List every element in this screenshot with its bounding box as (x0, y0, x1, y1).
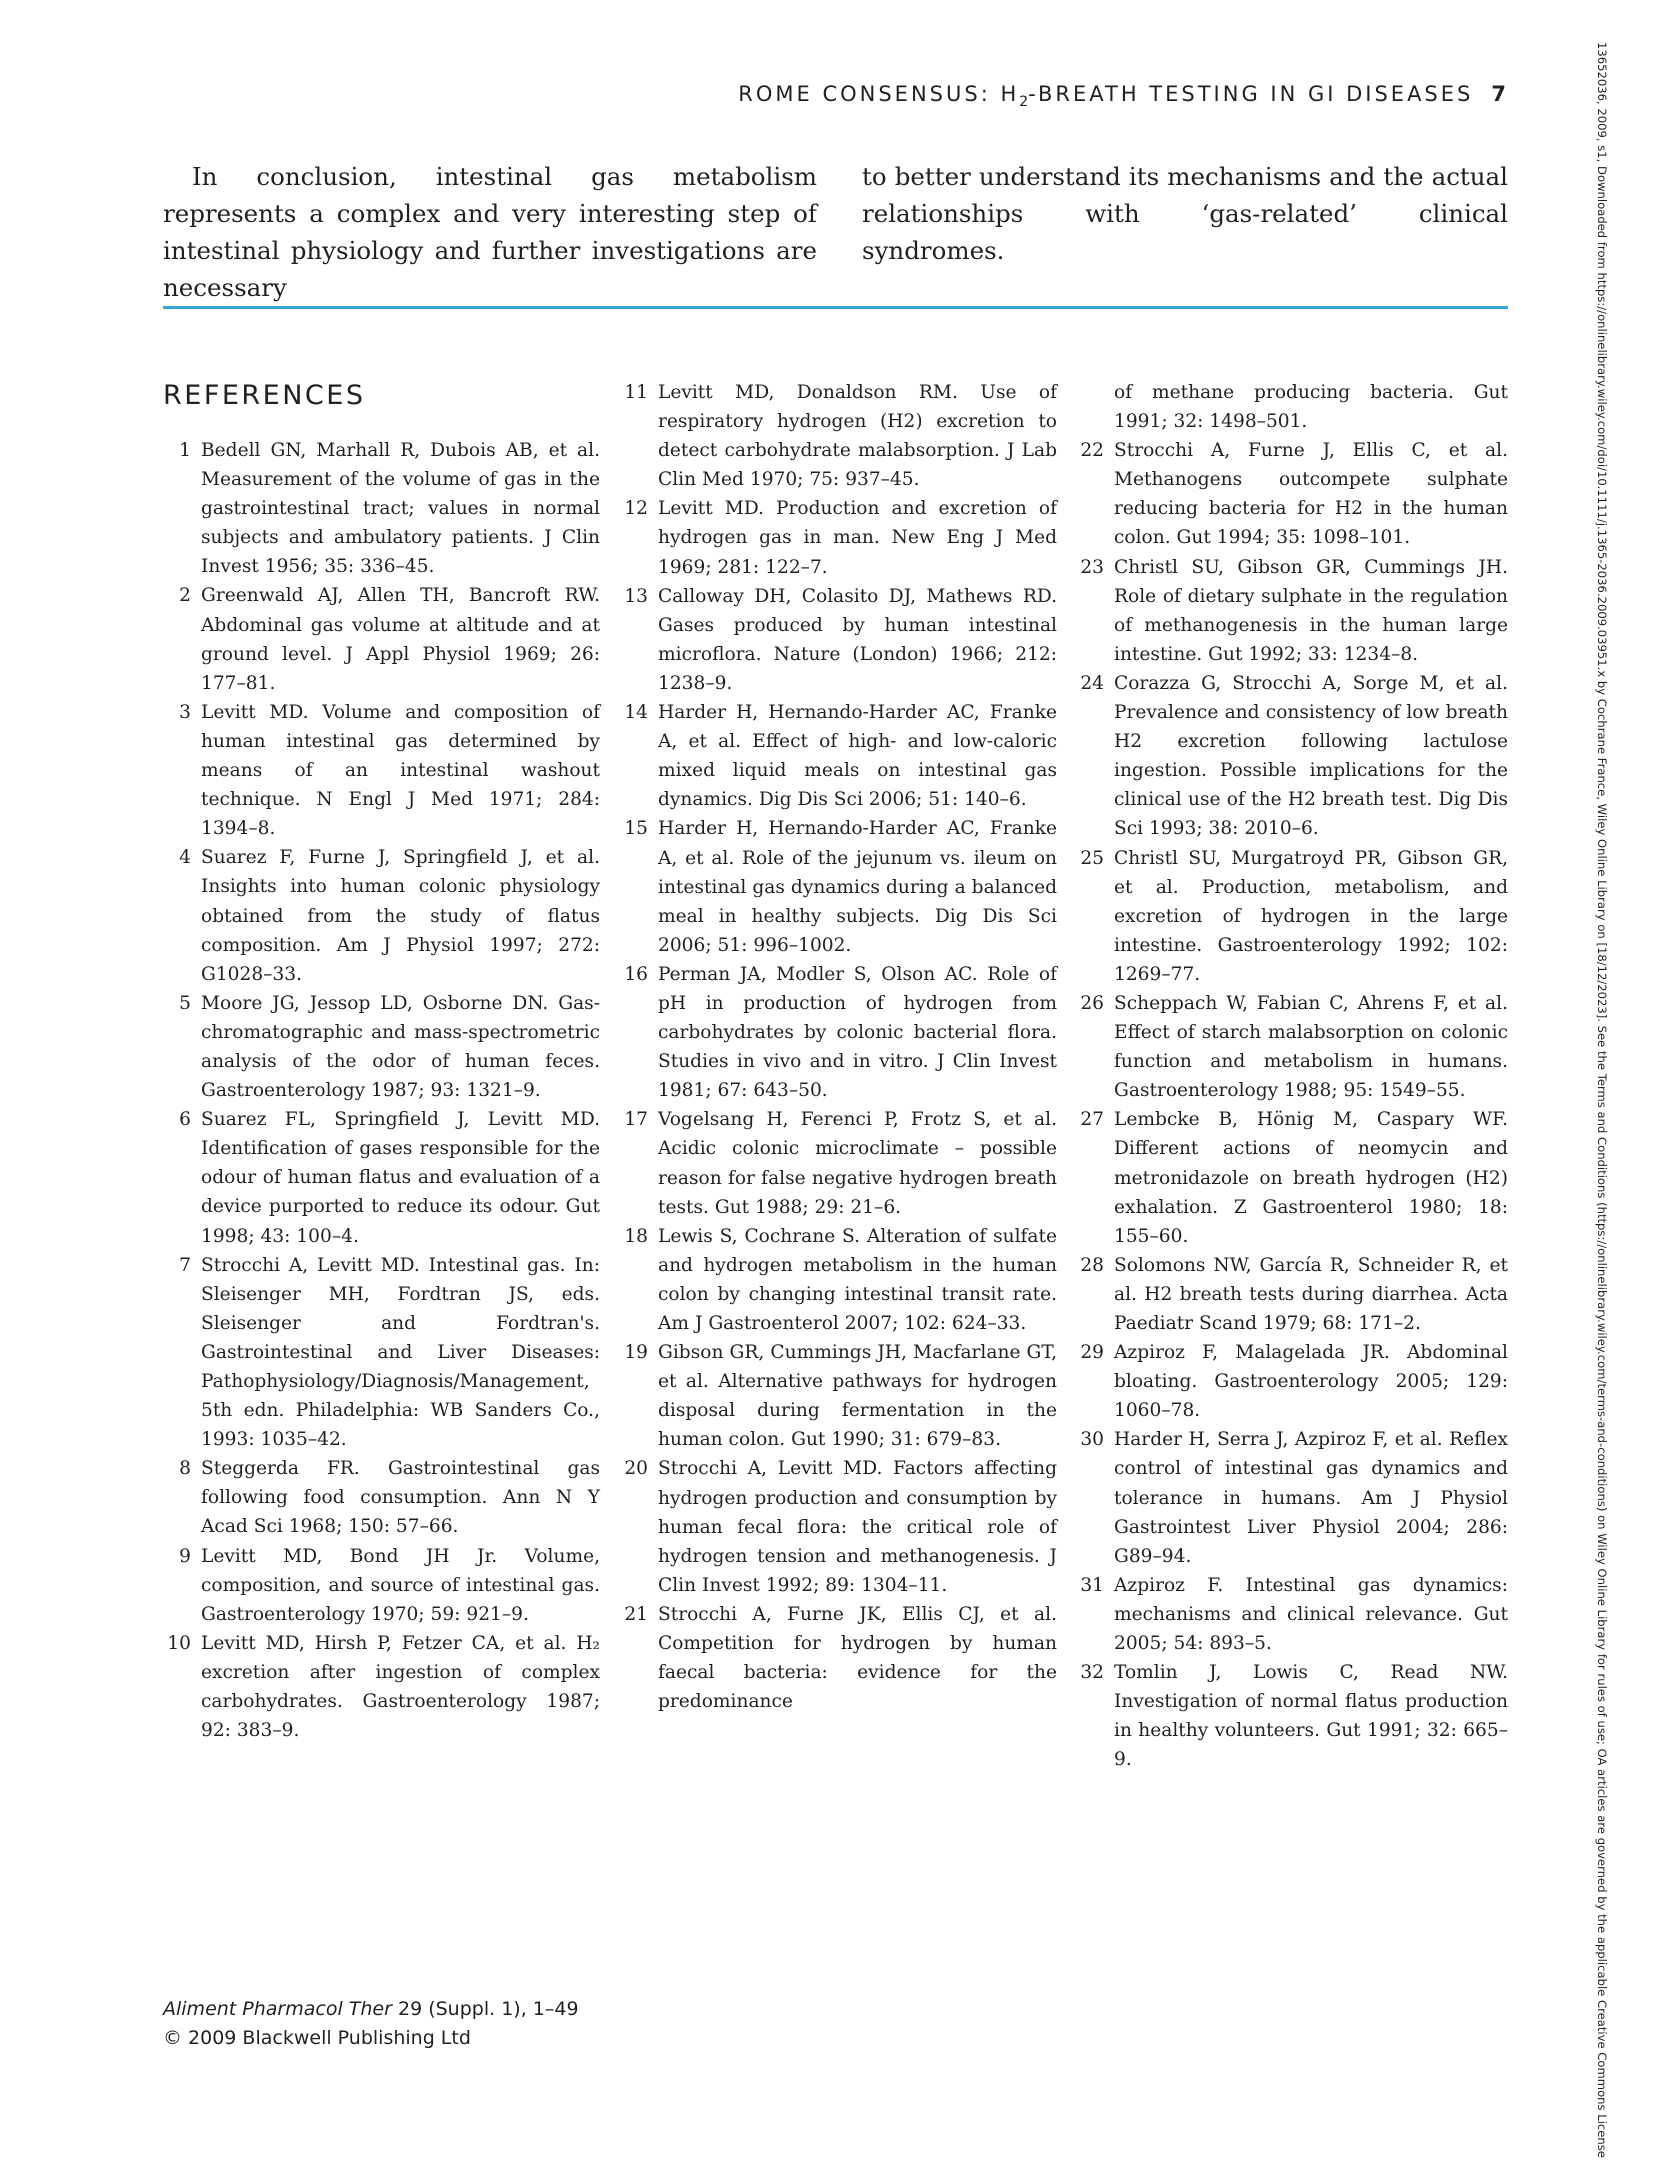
reference-number: 14 (624, 702, 648, 724)
running-head-title: ROME CONSENSUS: H (738, 82, 1020, 106)
side-download-text: 13652036, 2009, s1, Downloaded from https://onlinelibrary.wiley.com/doi/10.1111/j.1365-2036.2009.03951.x by Cochrane France, Wiley Online Library on [18/12/2023]. See the Terms and Conditions (https://onlinelibrary.wiley.com/terms-and-conditions) on Wiley Online Library for rules of use; OA articles are governed by the applicable Creative Commons License (1595, 42, 1609, 2158)
reference-text: Levitt MD, Donaldson RM. Use of respiratory hydrogen (H2) excretion to detect carbohydrate malabsorption. J Lab Clin Med 1970; 75: 937–45. (658, 382, 1057, 491)
reference-item (163, 581, 600, 697)
reference-number: 16 (624, 963, 648, 985)
reference-number: 29 (1080, 1342, 1104, 1364)
reference-item (620, 1600, 1057, 1716)
reference-number: 15 (624, 818, 648, 840)
references-column-1 (163, 436, 600, 1745)
page-number: 7 (1491, 82, 1506, 106)
reference-number: 24 (1080, 672, 1104, 694)
reference-item (620, 1222, 1057, 1338)
reference-number: 28 (1080, 1254, 1104, 1276)
reference-text: Gibson GR, Cummings JH, Macfarlane GT, et al. Alternative pathways for hydrogen disposal during fermentation in the human colon. Gut 1990; 31: 679–83. (658, 1342, 1057, 1451)
reference-text: Tomlin J, Lowis C, Read NW. Investigation of normal flatus production in healthy volunteers. Gut 1991; 32: 665–9. (1114, 1662, 1508, 1771)
reference-number: 9 (179, 1545, 191, 1567)
footer (163, 1995, 579, 2053)
reference-text: Strocchi A, Furne JK, Ellis CJ, et al. Competition for hydrogen by human faecal bacteria: evidence for the predominance (658, 1603, 1057, 1713)
references-column-3 (1076, 378, 1508, 1775)
running-head-title-rest: -BREATH TESTING IN GI DISEASES (1028, 82, 1474, 106)
reference-number: 12 (624, 498, 648, 520)
reference-continuation: of methane producing bacteria. Gut 1991; 32: 1498–501. (1114, 382, 1508, 433)
reference-text: Greenwald AJ, Allen TH, Bancroft RW. Abdominal gas volume at altitude and at ground level. J Appl Physiol 1969; 26: 177–81. (201, 585, 600, 694)
reference-text: Corazza G, Strocchi A, Sorge M, et al. Prevalence and consistency of low breath H2 excretion following lactulose ingestion. Possible implications for the clinical use of the H2 breath test. Dig Dis Sci 1993; 38: 2010–6. (1114, 672, 1508, 840)
reference-number: 6 (179, 1109, 191, 1131)
reference-text: Lembcke B, Hönig M, Caspary WF. Different actions of neomycin and metronidazole on breath hydrogen (H2) exhalation. Z Gastroenterol 1980; 18: 155–60. (1114, 1109, 1508, 1247)
reference-number: 32 (1080, 1662, 1104, 1684)
reference-text: Moore JG, Jessop LD, Osborne DN. Gas-chromatographic and mass-spectrometric analysis of the odor of human feces. Gastroenterology 1987; 93: 1321–9. (201, 992, 600, 1102)
reference-text: Levitt MD, Bond JH Jr. Volume, composition, and source of intestinal gas. Gastroenterology 1970; 59: 921–9. (201, 1545, 600, 1625)
reference-text: Azpiroz F, Malagelada JR. Abdominal bloating. Gastroenterology 2005; 129: 1060–78. (1114, 1342, 1508, 1422)
running-head-subscript: 2 (1019, 94, 1029, 111)
reference-item (163, 1542, 600, 1629)
reference-text: Calloway DH, Colasito DJ, Mathews RD. Gases produced by human intestinal microflora. Nature (London) 1966; 212: 1238–9. (658, 585, 1057, 694)
reference-number: 27 (1080, 1109, 1104, 1131)
reference-number: 10 (167, 1632, 191, 1654)
reference-item (163, 698, 600, 843)
reference-text: Strocchi A, Furne J, Ellis C, et al. Methanogens outcompete sulphate reducing bacteria for H2 in the human colon. Gut 1994; 35: 1098–101. (1114, 440, 1508, 549)
reference-text: Bedell GN, Marhall R, Dubois AB, et al. Measurement of the volume of gas in the gastrointestinal tract; values in normal subjects and ambulatory patients. J Clin Invest 1956; 35: 336–45. (201, 440, 600, 578)
reference-item (1076, 1251, 1508, 1338)
reference-item (1076, 1571, 1508, 1658)
reference-item (163, 1251, 600, 1455)
reference-text: Harder H, Serra J, Azpiroz F, et al. Reflex control of intestinal gas dynamics and tolerance in humans. Am J Physiol Gastrointest Liver Physiol 2004; 286: G89–94. (1114, 1429, 1508, 1567)
conclusion-paragraph-right (862, 158, 1508, 269)
footer-volume: 29 (Suppl. 1), 1–49 (391, 1998, 579, 2020)
reference-text: Solomons NW, García R, Schneider R, et al. H2 breath tests during diarrhea. Acta Paediatr Scand 1979; 68: 171–2. (1114, 1254, 1508, 1334)
reference-text: Suarez FL, Springfield J, Levitt MD. Identification of gases responsible for the odour of human flatus and evaluation of a device purported to reduce its odour. Gut 1998; 43: 100–4. (201, 1109, 600, 1247)
reference-item (1076, 1425, 1508, 1570)
reference-item (1076, 989, 1508, 1105)
reference-text: Levitt MD. Volume and composition of human intestinal gas determined by means of an intestinal washout technique. N Engl J Med 1971; 284: 1394–8. (201, 701, 600, 840)
reference-item (620, 378, 1057, 494)
reference-item (163, 1454, 600, 1541)
reference-number: 5 (179, 992, 191, 1014)
reference-number: 26 (1080, 992, 1104, 1014)
reference-item (620, 582, 1057, 698)
reference-text: Steggerda FR. Gastrointestinal gas following food consumption. Ann N Y Acad Sci 1968; 150: 57–66. (201, 1458, 600, 1538)
reference-item (163, 1105, 600, 1250)
reference-number: 7 (179, 1254, 191, 1276)
reference-text: Harder H, Hernando-Harder AC, Franke A, et al. Role of the jejunum vs. ileum on intestinal gas dynamics during a balanced meal in healthy subjects. Dig Dis Sci 2006; 51: 996–1002. (658, 818, 1057, 956)
reference-number: 3 (179, 701, 191, 723)
reference-item (1076, 844, 1508, 989)
reference-item (620, 1105, 1057, 1221)
footer-copyright: © 2009 Blackwell Publishing Ltd (163, 2027, 471, 2049)
reference-number: 8 (179, 1458, 191, 1480)
footer-journal: Aliment Pharmacol Ther (163, 1998, 392, 2020)
reference-number: 2 (179, 585, 191, 607)
reference-item (620, 1454, 1057, 1599)
reference-item (1076, 1658, 1508, 1774)
reference-item (163, 1629, 600, 1745)
reference-item (1076, 669, 1508, 844)
reference-text: Azpiroz F. Intestinal gas dynamics: mechanisms and clinical relevance. Gut 2005; 54: 893–5. (1114, 1574, 1508, 1655)
references-heading: REFERENCES (163, 380, 366, 411)
reference-item (620, 494, 1057, 581)
reference-number: 30 (1080, 1429, 1104, 1451)
reference-text: Lewis S, Cochrane S. Alteration of sulfate and hydrogen metabolism in the human colon by changing intestinal transit rate. Am J Gastroenterol 2007; 102: 624–33. (658, 1225, 1057, 1334)
reference-text: Strocchi A, Levitt MD. Factors affecting hydrogen production and consumption by human fecal flora: the critical role of hydrogen tension and methanogenesis. J Clin Invest 1992; 89: 1304–11. (658, 1458, 1057, 1596)
reference-number: 18 (624, 1225, 648, 1247)
reference-number: 20 (624, 1458, 648, 1480)
reference-number: 25 (1080, 847, 1104, 869)
reference-number: 1 (179, 440, 191, 461)
reference-text: Vogelsang H, Ferenci P, Frotz S, et al. Acidic colonic microclimate – possible reason for false negative hydrogen breath tests. Gut 1988; 29: 21–6. (658, 1109, 1057, 1218)
reference-item (1076, 553, 1508, 669)
conclusion-paragraph-left: In conclusion, intestinal gas metabolism represents a complex and very interesting step of intestinal physiology and further investigations are necessary (163, 162, 817, 302)
reference-number: 23 (1080, 556, 1104, 578)
reference-text: Scheppach W, Fabian C, Ahrens F, et al. Effect of starch malabsorption on colonic function and metabolism in humans. Gastroenterology 1988; 95: 1549–55. (1114, 992, 1508, 1102)
reference-text: Perman JA, Modler S, Olson AC. Role of pH in production of hydrogen from carbohydrates by colonic bacterial flora. Studies in vivo and in vitro. J Clin Invest 1981; 67: 643–50. (658, 963, 1057, 1102)
reference-text: Levitt MD, Hirsh P, Fetzer CA, et al. H₂ excretion after ingestion of complex carbohydrates. Gastroenterology 1987; 92: 383–9. (201, 1632, 600, 1742)
reference-text: Levitt MD. Production and excretion of hydrogen gas in man. New Eng J Med 1969; 281: 122–7. (658, 498, 1057, 578)
reference-number: 22 (1080, 440, 1104, 462)
reference-number: 13 (624, 585, 648, 607)
reference-text: Christl SU, Murgatroyd PR, Gibson GR, et al. Production, metabolism, and excretion of hydrogen in the large intestine. Gastroenterology 1992; 102: 1269–77. (1114, 847, 1508, 985)
reference-item (163, 989, 600, 1105)
reference-number: 31 (1080, 1574, 1104, 1596)
conclusion-right-text: to better understand its mechanisms and the actual relationships with ‘gas-related’ clinical (862, 162, 1508, 228)
running-head (600, 82, 1506, 110)
reference-number: 21 (624, 1603, 648, 1625)
section-divider (163, 306, 1508, 309)
reference-text: Christl SU, Gibson GR, Cummings JH. Role of dietary sulphate in the regulation of methanogenesis in the human large intestine. Gut 1992; 33: 1234–8. (1114, 556, 1508, 665)
reference-item (620, 814, 1057, 959)
reference-text: Strocchi A, Levitt MD. Intestinal gas. In: Sleisenger MH, Fordtran JS, eds. Sleisenger and Fordtran's. Gastrointestinal and Liver Diseases: Pathophysiology/Diagnosis/Management, 5th edn. Philadelphia: WB Sanders Co., 1993: 1035–42. (201, 1254, 600, 1451)
reference-number: 11 (624, 382, 648, 403)
reference-text: Suarez F, Furne J, Springfield J, et al. Insights into human colonic physiology obtained from the study of flatus composition. Am J Physiol 1997; 272: G1028–33. (201, 847, 600, 985)
reference-item (163, 436, 600, 581)
reference-item (1076, 1338, 1508, 1425)
reference-number: 4 (179, 847, 191, 869)
reference-item (620, 1338, 1057, 1454)
side-download-note (1592, 42, 1612, 2158)
reference-item (620, 698, 1057, 814)
reference-item (1076, 1105, 1508, 1250)
footer-citation (163, 1995, 579, 2024)
reference-item (163, 843, 600, 988)
reference-number: 19 (624, 1342, 648, 1364)
reference-text: Harder H, Hernando-Harder AC, Franke A, et al. Effect of high- and low-caloric mixed liquid meals on intestinal gas dynamics. Dig Dis Sci 2006; 51: 140–6. (658, 702, 1057, 811)
conclusion-right-last-line: syndromes. (862, 236, 1005, 265)
references-column-2 (620, 378, 1057, 1716)
reference-item (620, 960, 1057, 1105)
reference-item (1076, 436, 1508, 552)
reference-number: 17 (624, 1109, 648, 1131)
